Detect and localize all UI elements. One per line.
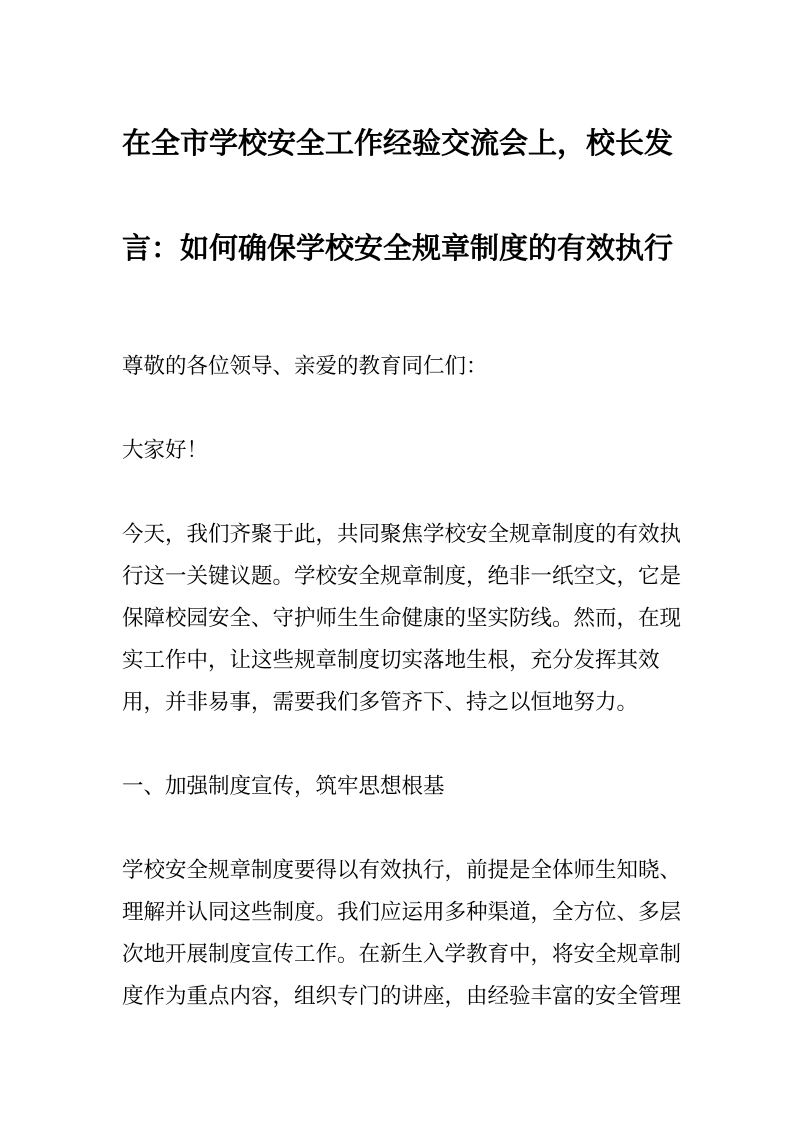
paragraph-introduction: 今天，我们齐聚于此，共同聚焦学校安全规章制度的有效执行这一关键议题。学校安全规章制度，绝非一纸空文，它是保障校园安全、守护师生生命健康的坚实防线。然而，在现实工作中，让这些规章制度切实落地生根，充分发挥其效用，并非易事，需要我们多管齐下、持之以恒地努力。 xyxy=(122,522,682,714)
paragraph-greeting: 大家好！ xyxy=(122,438,209,462)
paragraph-salutation: 尊敬的各位领导、亲爱的教育同仁们： xyxy=(122,354,488,378)
paragraph-section1-body: 学校安全规章制度要得以有效执行，前提是全体师生知晓、理解并认同这些制度。我们应运用多种渠道，全方位、多层次地开展制度宣传工作。在新生入学教育中，将安全规章制度作为重点内容，组织专门的讲座，由经验丰富的安全管理 xyxy=(122,858,682,1008)
document-content xyxy=(122,92,694,1059)
section-heading-1: 一、加强制度宣传，筑牢思想根基 xyxy=(122,774,445,798)
document-title: 在全市学校安全工作经验交流会上，校长发言：如何确保学校安全规章制度的有效执行 xyxy=(122,128,674,265)
